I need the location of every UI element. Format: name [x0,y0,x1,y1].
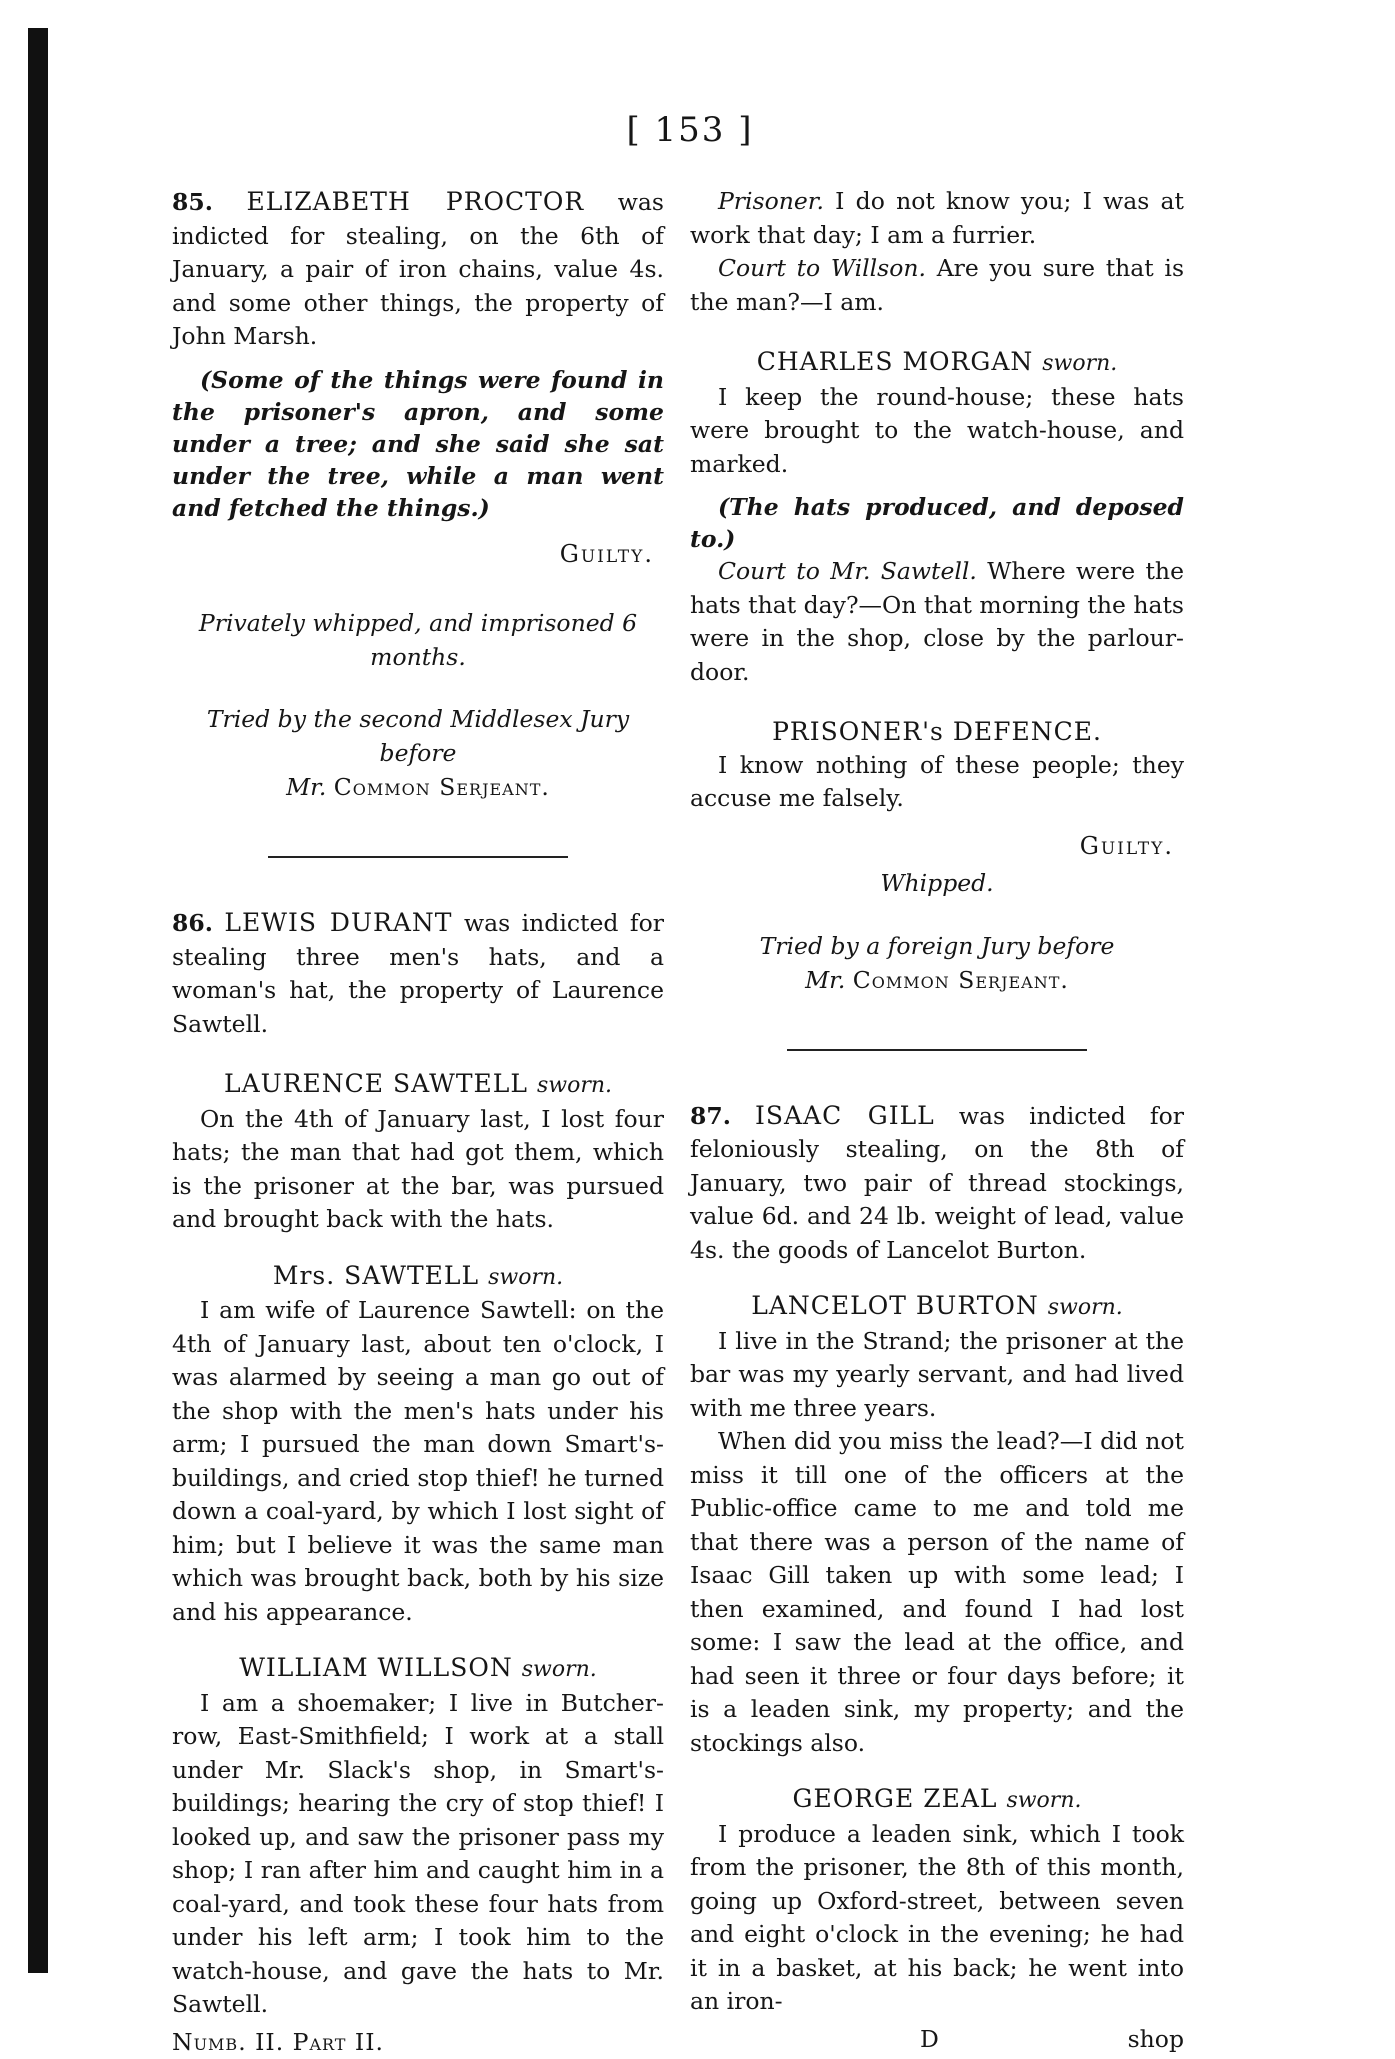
sentence: Whipped. [690,867,1184,901]
case-number: 87. [690,1102,731,1130]
defendant-name: LEWIS DURANT [224,908,452,937]
verdict: Guilty. [690,830,1184,864]
signature-mark: D [920,2023,939,2057]
defendant-name: ISAAC GILL [755,1101,935,1130]
indictment-text: was indicted for feloniously stealing, on the 8th of January, two pair of thread stockings, value 6d. and 24 lb. weight of lead, value 4s. the goods of Lancelot Burton. [690,1102,1184,1264]
testimony-text: Are you sure that is the man?—I am. [690,254,1184,316]
page-number: [ 153 ] [590,110,790,150]
sworn-label: sworn. [1006,1788,1081,1813]
page-footer: Numb. II. Part II. [172,2026,664,2059]
sentence: Privately whipped, and imprisoned 6 months. [172,607,664,674]
testimony [690,555,1184,689]
jury-line: Tried by the second Middlesex Jury before [207,705,629,767]
judge-name: Common Serjeant. [334,773,550,801]
defence-heading: PRISONER's DEFENCE. [690,715,1184,749]
defendant-name: ELIZABETH PROCTOR [247,187,585,216]
right-column [690,185,1184,2056]
witness-name: CHARLES MORGAN [757,347,1034,376]
speaker-label: Prisoner. [718,187,824,215]
sworn-label: sworn. [522,1657,597,1682]
witness-heading [172,1259,664,1295]
jury-note [690,929,1184,997]
witness-heading [690,1782,1184,1818]
testimony: On the 4th of January last, I lost four hats; the man that had got them, which is the prisoner at the bar, was pursued and brought back with the hats. [172,1103,664,1237]
testimony-text: I do not know you; I was at work that day; I am a furrier. [690,187,1184,249]
witness-heading [172,1651,664,1687]
section-divider [787,1049,1087,1051]
defence-text: I know nothing of these people; they accuse me falsely. [690,749,1184,816]
witness-name: GEORGE ZEAL [793,1784,998,1813]
jury-line: Tried by a foreign Jury before [760,932,1115,960]
case-86-heading [172,906,664,1041]
witness-name: Mrs. SAWTELL [273,1261,479,1290]
testimony: I produce a leaden sink, which I took from the prisoner, the 8th of this month, going up Oxford-street, between seven and eight o'clock in the evening; he had it in a basket, at his back; he went into an iron- [690,1818,1184,2019]
testimony-text: Where were the hats that day?—On that morning the hats were in the shop, close by the parlour-door. [690,557,1184,686]
case-number: 85. [172,188,213,216]
judge-title: Mr. [805,966,845,994]
case-87-heading [690,1099,1184,1268]
testimony: I live in the Strand; the prisoner at the bar was my yearly servant, and had lived with me three years. [690,1325,1184,1426]
witness-name: WILLIAM WILLSON [239,1653,513,1682]
sworn-label: sworn. [1042,351,1117,376]
testimony: I am a shoemaker; I live in Butcher-row, East-Smithfield; I work at a stall under Mr. Slack's shop, in Smart's-buildings; hearing the cry of stop thief! I looked up, and saw the prisoner pass my shop; I ran after him and caught him in a coal-yard, and took these four hats from under his left arm; I took him to the watch-house, and gave the hats to Mr. Sawtell. [172,1687,664,2022]
judge-name: Common Serjeant. [853,966,1069,994]
sworn-label: sworn. [488,1265,563,1290]
case-note: (Some of the things were found in the prisoner's apron, and some under a tree; and she said she sat under the tree, while a man went and fetched the things.) [172,364,664,524]
binding-edge [28,28,48,1973]
testimony [690,252,1184,319]
jury-note [172,702,664,804]
sworn-label: sworn. [537,1073,612,1098]
case-85-heading [172,185,664,354]
speaker-label: Court to Mr. Sawtell. [718,557,977,585]
indictment-text: was indicted for stealing, on the 6th of January, a pair of iron chains, value 4s. and some other things, the property of John Marsh. [172,188,664,350]
case-number: 86. [172,909,213,937]
case-note: (The hats produced, and deposed to.) [690,491,1184,555]
section-divider [268,856,568,858]
verdict: Guilty. [172,538,664,572]
speaker-label: Court to Willson. [718,254,926,282]
sworn-label: sworn. [1048,1295,1123,1320]
testimony: When did you miss the lead?—I did not miss it till one of the officers at the Public-office came to me and told me that there was a person of the name of Isaac Gill taken up with some lead; I then examined, and found I had lost some: I saw the lead at the office, and had seen it three or four days before; it is a leaden sink, my property; and the stockings also. [690,1425,1184,1760]
witness-heading [172,1067,664,1103]
testimony: I am wife of Laurence Sawtell: on the 4th of January last, about ten o'clock, I was alarmed by seeing a man go out of the shop with the men's hats under his arm; I pursued the man down Smart's-buildings, and cried stop thief! he turned down a coal-yard, by which I lost sight of him; but I believe it was the same man which was brought back, both by his size and his appearance. [172,1294,664,1629]
testimony: I keep the round-house; these hats were brought to the watch-house, and marked. [690,381,1184,482]
witness-heading [690,345,1184,381]
left-column [172,185,664,2059]
witness-name: LANCELOT BURTON [751,1291,1039,1320]
indictment-text: was indicted for stealing three men's hats, and a woman's hat, the property of Laurence Sawtell. [172,909,664,1038]
judge-title: Mr. [286,773,326,801]
page-foot-marks [690,2023,1184,2057]
catchword: shop [1128,2023,1184,2057]
witness-heading [690,1289,1184,1325]
testimony [690,185,1184,252]
witness-name: LAURENCE SAWTELL [224,1069,528,1098]
